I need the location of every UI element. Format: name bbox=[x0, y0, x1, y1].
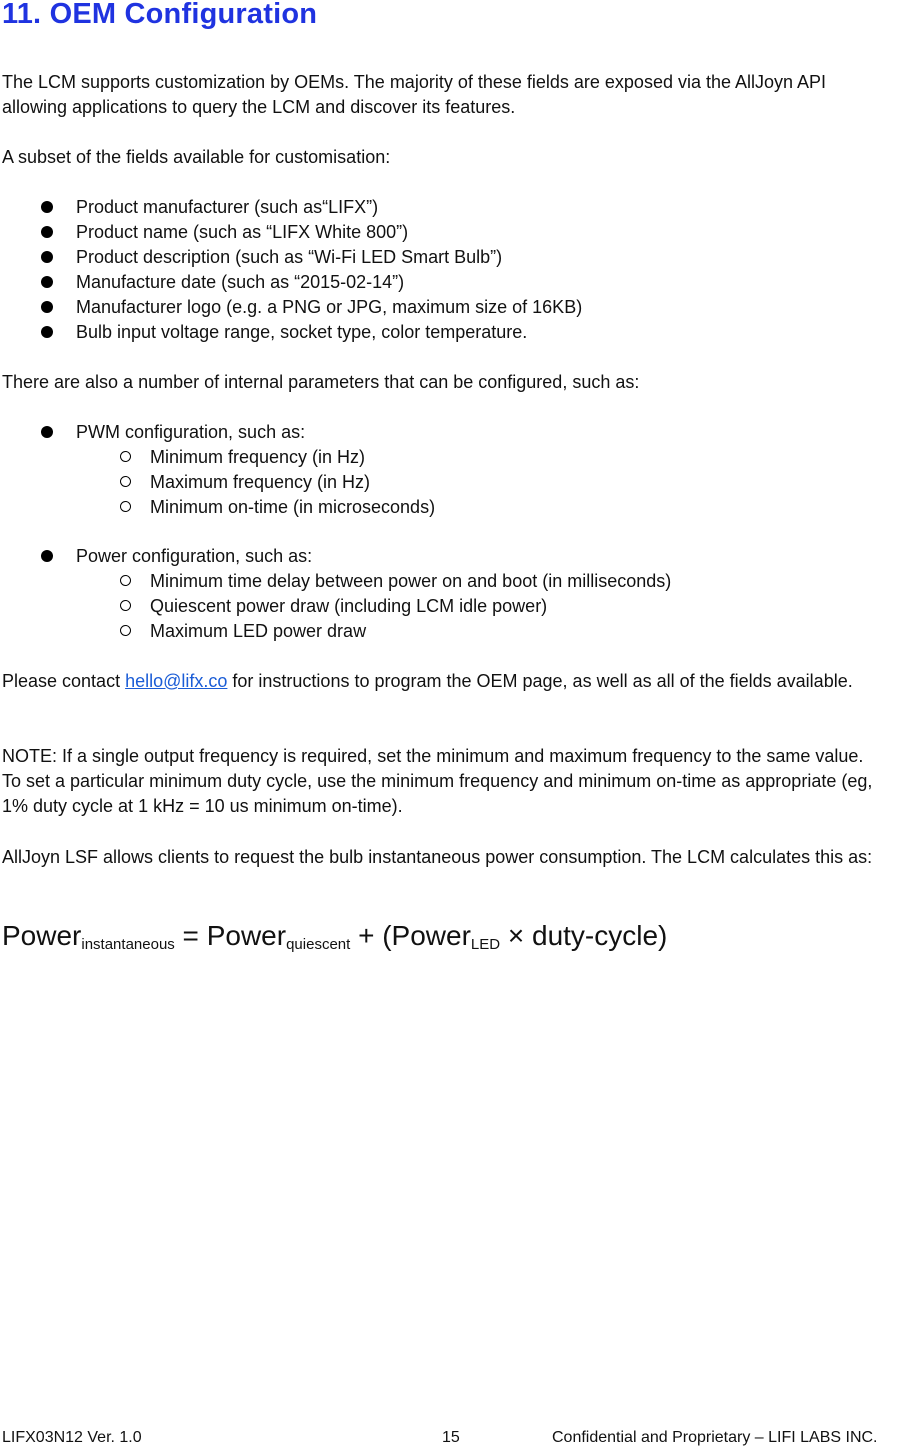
bullet-icon bbox=[41, 426, 53, 438]
hollow-bullet-icon bbox=[120, 501, 131, 512]
lsf-paragraph: AllJoyn LSF allows clients to request the bulb instantaneous power consumption. The LCM calculates this as: bbox=[2, 847, 873, 867]
bullet-icon bbox=[41, 301, 53, 313]
bullet-icon bbox=[41, 251, 53, 263]
footer-confidential: Confidential and Proprietary – LIFI LABS INC. bbox=[552, 1429, 878, 1446]
hollow-bullet-icon bbox=[120, 451, 131, 462]
footer-doc-id: LIFX03N12 Ver. 1.0 bbox=[2, 1429, 142, 1446]
document-page: 11. OEM Configuration The LCM supports customization by OEMs. The majority of these fields are exposed via the AllJoyn API allowing applications to query the LCM and discover its features. A subset of the fields available for customisation: Product manufacturer (such as“LIFX”) Product name (such as “LIFX White 800”) Product description (such as “Wi-Fi LED Smart Bulb”) Manufacture date (such as “2015-02-14”) Manufacturer logo (e.g. a PNG or JPG, maximum size of 16KB) Bulb input voltage range, socket type, color temperature. There are also a number of internal parameters that can be configured, such as: PWM configuration, such as: Minimum frequency (in Hz) Maximum frequency (in Hz) Minimum on-time (in microseconds) Power configuration, such as: Minimum time delay between power on and boot (in milliseconds) Quiescent power draw (including LCM idle power) Maximum LED power draw Please contact hello@lifx.co for instructions to program the OEM page, as well as all of the fields available. NOTE: If a single output frequency is required, set the minimum and maximum frequency to the same value. To set a particular minimum duty cycle, use the minimum frequency and minimum on-time as appropriate (eg, 1% duty cycle at 1 kHz = 10 us minimum on-time). AllJoyn LSF allows clients to request the bulb instantaneous power consumption. The LCM calculates this as: Power$_{instantaneous}$ = Power$_{quiescent}$ + (Power$_{LED}$ × duty-cycle) LIFX03N12 Ver. 1.0 15 Confidential and Proprietary – LIFI LABS INC. bbox=[0, 0, 897, 1450]
contact-paragraph: Please contact hello@lifx.co for instructions to program the OEM page, as well as all of the fields available. bbox=[2, 671, 853, 691]
subset-intro: A subset of the fields available for customisation: bbox=[2, 147, 391, 167]
hollow-bullet-icon bbox=[120, 476, 131, 487]
intro-paragraph: The LCM supports customization by OEMs. The majority of these fields are exposed via the AllJoyn API allowing applications to query the LCM and discover its features. bbox=[2, 72, 827, 117]
section-heading: 11. OEM Configuration bbox=[2, 0, 318, 30]
hollow-bullet-icon bbox=[120, 575, 131, 586]
bullet-icon bbox=[41, 201, 53, 213]
hollow-bullet-icon bbox=[120, 600, 131, 611]
bullet-icon bbox=[41, 326, 53, 338]
bullet-icon bbox=[41, 276, 53, 288]
bullet-icon bbox=[41, 226, 53, 238]
hollow-bullet-icon bbox=[120, 625, 131, 636]
power-formula: Power$_{instantaneous}$ = Power$_{quiescent}$ + (Power$_{LED}$ × duty-cycle) bbox=[2, 920, 668, 953]
footer-page-number: 15 bbox=[442, 1429, 460, 1446]
internal-params-intro: There are also a number of internal parameters that can be configured, such as: bbox=[2, 372, 640, 392]
note-paragraph: NOTE: If a single output frequency is required, set the minimum and maximum frequency to the same value. To set a particular minimum duty cycle, use the minimum frequency and minimum on-time as appropriate (eg, 1% duty cycle at 1 kHz = 10 us minimum on-time). bbox=[2, 746, 873, 816]
bullet-icon bbox=[41, 550, 53, 562]
email-link[interactable]: hello@lifx.co bbox=[125, 671, 228, 691]
